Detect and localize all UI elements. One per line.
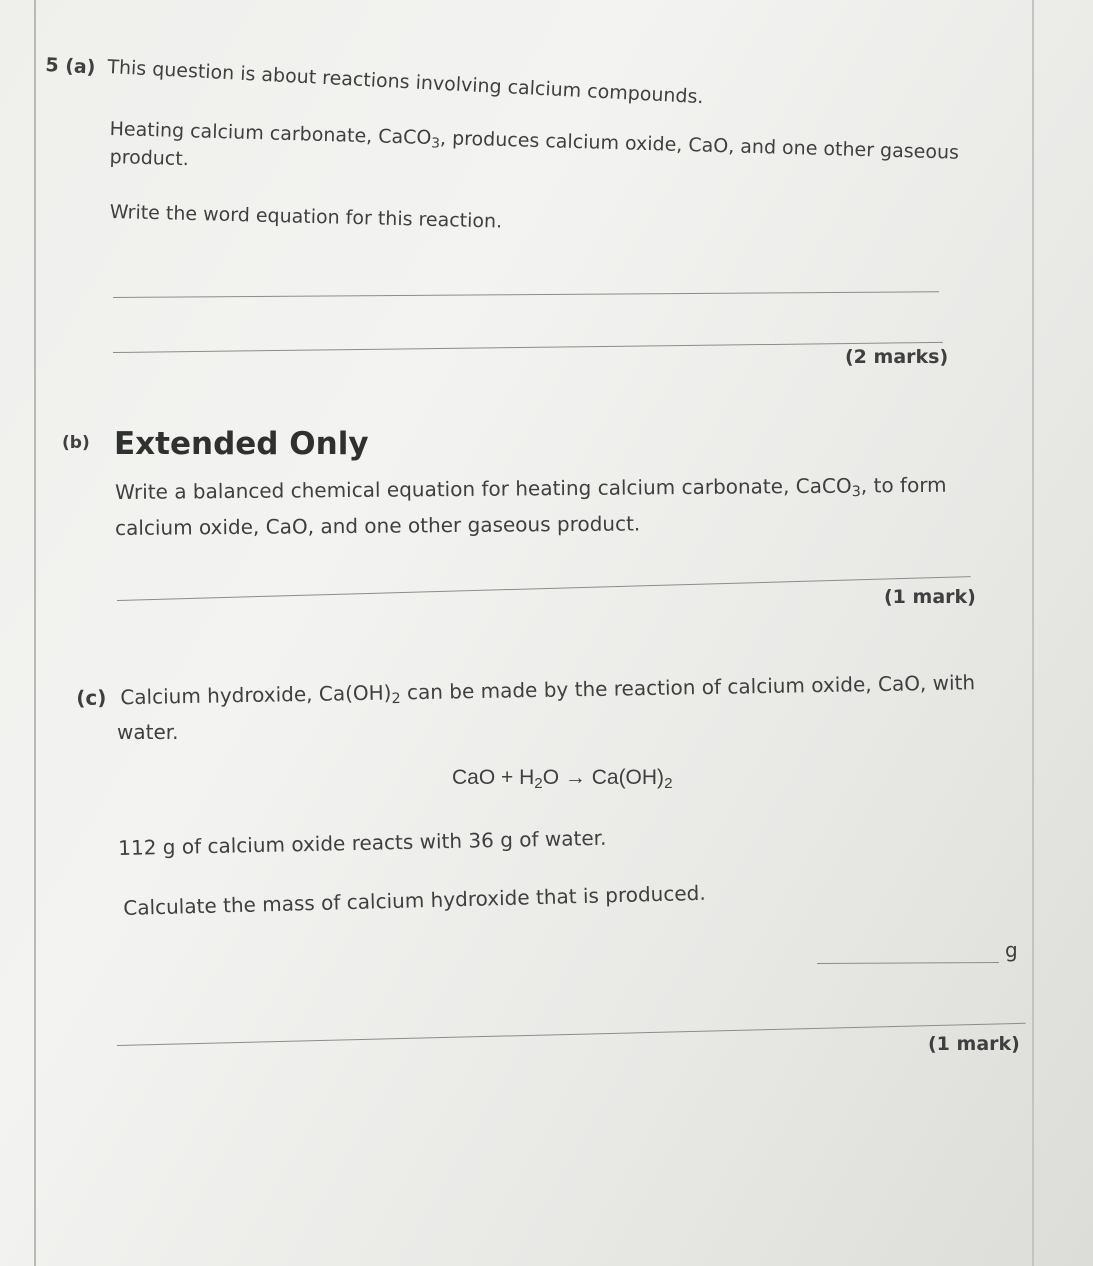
- unit-grams: g: [1005, 938, 1018, 962]
- part-b-heading: Extended Only: [114, 426, 369, 462]
- part-b-line1: Write a balanced chemical equation for heating calcium carbonate, CaCO$_3$, to form: [115, 472, 947, 504]
- part-a-label: (a): [64, 55, 96, 79]
- part-a-body-line1: Heating calcium carbonate, CaCO$_3$, produces calcium oxide, CaO, and one other gaseous: [109, 118, 960, 164]
- part-a-intro: This question is about reactions involving calcium compounds.: [106, 56, 704, 109]
- answer-line-b1: [117, 576, 971, 601]
- part-c-line2: water.: [117, 720, 179, 744]
- part-c-marks: (1 mark): [928, 1033, 1020, 1055]
- part-a-instruction: Write the word equation for this reaction.: [109, 201, 503, 233]
- question-number: 5: [44, 54, 60, 77]
- part-a-marks: (2 marks): [845, 346, 949, 368]
- answer-line-c1: [117, 1023, 1026, 1046]
- part-a-body-line2: product.: [109, 146, 190, 171]
- page-border-right: [1032, 0, 1034, 1266]
- answer-line-a2: [113, 342, 943, 353]
- part-c-line1: (c) Calcium hydroxide, $Ca(OH)_2$ can be made by the reaction of calcium oxide, CaO, with: [76, 670, 976, 710]
- part-b-label: (b): [62, 433, 90, 453]
- chemical-equation: CaO + $H_2O \to Ca(OH)_2$: [452, 766, 673, 792]
- question-number-label: [45, 54, 96, 79]
- part-b-line2: calcium oxide, CaO, and one other gaseous product.: [115, 511, 641, 540]
- answer-line-c-mass: [817, 962, 999, 964]
- part-b-marks: (1 mark): [884, 586, 976, 608]
- formula-caco3: CaCO$_3$: [795, 473, 861, 501]
- part-c-given: 112 g of calcium oxide reacts with 36 g of water.: [118, 825, 607, 860]
- page-border-left: [34, 0, 36, 1266]
- answer-line-a1: [113, 291, 939, 298]
- formula-caco3: CaCO$_3$: [377, 125, 441, 152]
- part-c-instruction: Calculate the mass of calcium hydroxide that is produced.: [123, 880, 706, 920]
- part-c-label: (c): [76, 685, 107, 710]
- reaction-arrow: →: [559, 766, 592, 789]
- formula-caoh2: $Ca(OH)_2$: [318, 680, 401, 708]
